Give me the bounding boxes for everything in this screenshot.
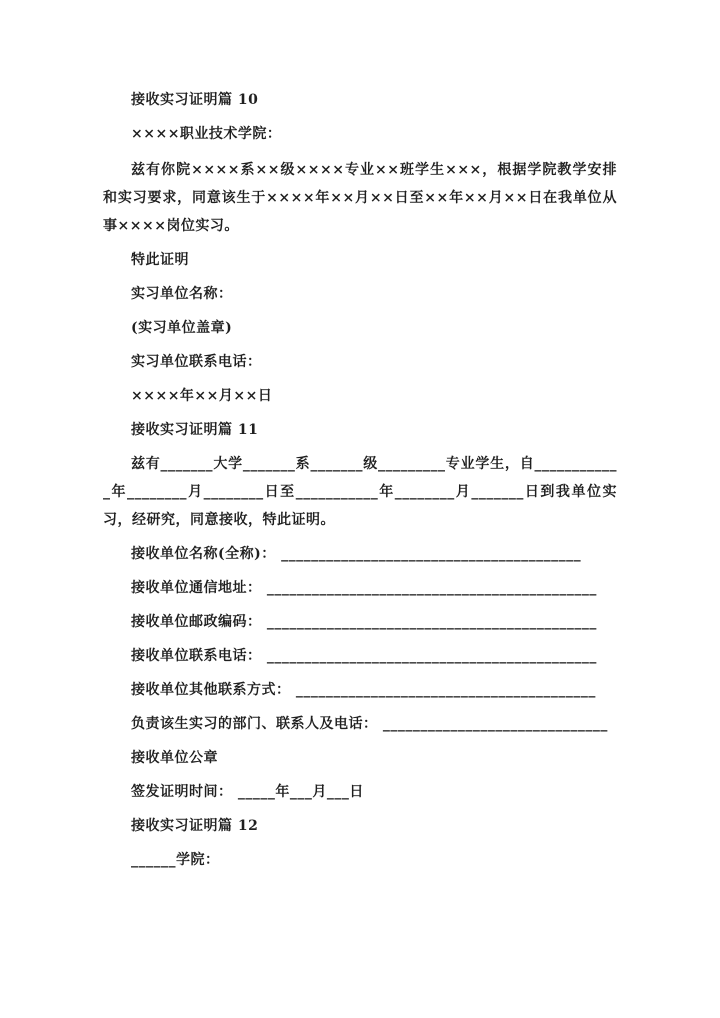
cert-11-unit-postcode-line: 接收单位邮政编码： ____________________________________________ (131, 614, 597, 630)
cert-10-date-line: ××××年××月××日 (131, 388, 273, 404)
cert-10-closing: 特此证明 (131, 252, 189, 268)
cert-11-unit-other-contact-line: 接收单位其他联系方式： ________________________________________ (131, 682, 596, 698)
cert-10-salutation: ××××职业技术学院： (131, 126, 282, 142)
cert-11-dept-contact-line: 负责该生实习的部门、联系人及电话： ______________________________ (131, 716, 608, 732)
cert-10-heading: 接收实习证明篇 10 (131, 92, 259, 108)
cert-11-unit-seal-label: 接收单位公章 (131, 750, 218, 766)
cert-11-unit-fullname-line: 接收单位名称(全称)： ________________________________________ (131, 546, 582, 562)
cert-12-salutation: ______学院： (131, 852, 220, 868)
cert-11-unit-phone-line: 接收单位联系电话： ____________________________________________ (131, 648, 597, 664)
cert-10-unit-phone-label: 实习单位联系电话： (131, 354, 262, 370)
cert-11-body: 兹有_______大学_______系_______级_________专业学生，自____________年________月________日至___________年________月_______日到我单位实习，经研究，同意接收，特此证明。 (103, 456, 617, 528)
cert-11-unit-address-line: 接收单位通信地址： ____________________________________________ (131, 580, 597, 596)
cert-10-unit-name-label: 实习单位名称： (131, 286, 233, 302)
cert-12-heading: 接收实习证明篇 12 (131, 818, 259, 834)
cert-10-unit-seal-label: (实习单位盖章) (131, 320, 233, 336)
cert-11-heading: 接收实习证明篇 11 (131, 422, 259, 438)
cert-11-issue-date-line: 签发证明时间： _____年___月___日 (131, 784, 364, 800)
cert-10-body: 兹有你院××××系××级××××专业××班学生×××，根据学院教学安排和实习要求，同意该生于××××年××月××日至××年××月××日在我单位从事××××岗位实习。 (103, 162, 617, 234)
